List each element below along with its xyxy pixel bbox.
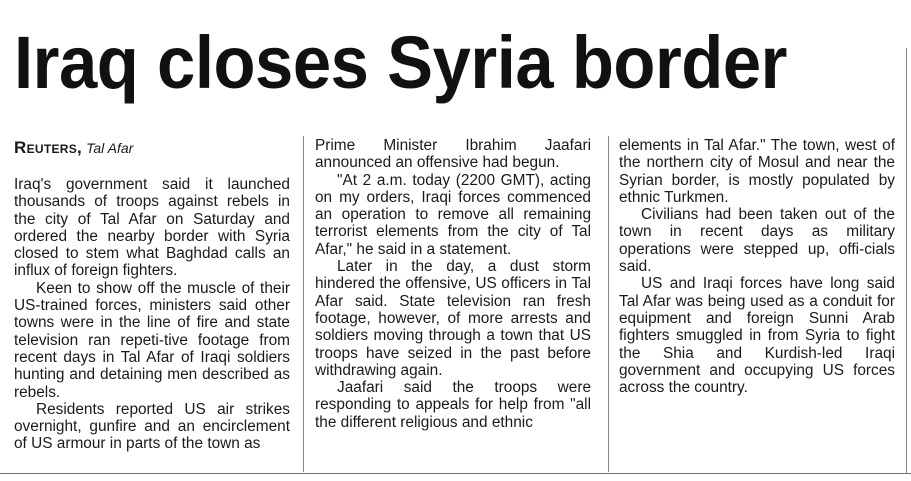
paragraph: Later in the day, a dust storm hindered the offensive, US officers in Tal Afar said. State television ran fresh footage, however, of more arrests and soldiers moving through a town that US troops have seized in the past before withdrawing again. [315,258,591,379]
paragraph: Residents reported US air strikes overnight, gunfire and an encirclement of US armour in parts of the town as [14,400,290,453]
paragraph: Prime Minister Ibrahim Jaafari announced an offensive had begun. [315,137,591,172]
byline-agency: Reuters, [14,138,83,157]
column-1 [14,138,290,453]
paragraph: elements in Tal Afar." The town, west of the northern city of Mosul and near the Syrian border, is mostly populated by ethnic Turkmen. [619,137,895,206]
paragraph: Keen to show off the muscle of their US-trained forces, ministers said other towns were in the line of fire and state television ran repeti-tive footage from recent days in Tal Afar of Iraqi soldiers hunting and detaining men described as rebels. [14,279,290,401]
headline: Iraq closes Syria border [14,21,787,104]
paragraph: US and Iraqi forces have long said Tal Afar was being used as a conduit for equipment and foreign Sunni Arab fighters smuggled in from Syria to fight the Shia and Kurdish-led Iraqi government and occupying US forces across the country. [619,275,895,397]
column-divider [303,136,304,472]
byline [14,138,290,158]
byline-dateline: Tal Afar [86,140,134,156]
paragraph: Jaafari said the troops were responding to appeals for help from "all the different religious and ethnic [315,379,591,431]
column-3 [619,137,895,396]
paragraph: Civilians had been taken out of the town in recent days as military operations were stepped up, offi-cials said. [619,206,895,276]
bottom-rule [0,473,911,474]
paragraph: "At 2 a.m. today (2200 GMT), acting on my orders, Iraqi forces commenced an operation to remove all remaining terrorist elements from the city of Tal Afar," he said in a statement. [315,171,591,258]
column-divider [608,136,609,472]
page-edge-rule [906,48,907,473]
paragraph: Iraq's government said it launched thousands of troops against rebels in the city of Tal Afar on Saturday and ordered the nearby border with Syria closed to stem what Baghdad calls an influx of foreign fighters. [14,176,290,280]
column-2 [315,137,591,431]
